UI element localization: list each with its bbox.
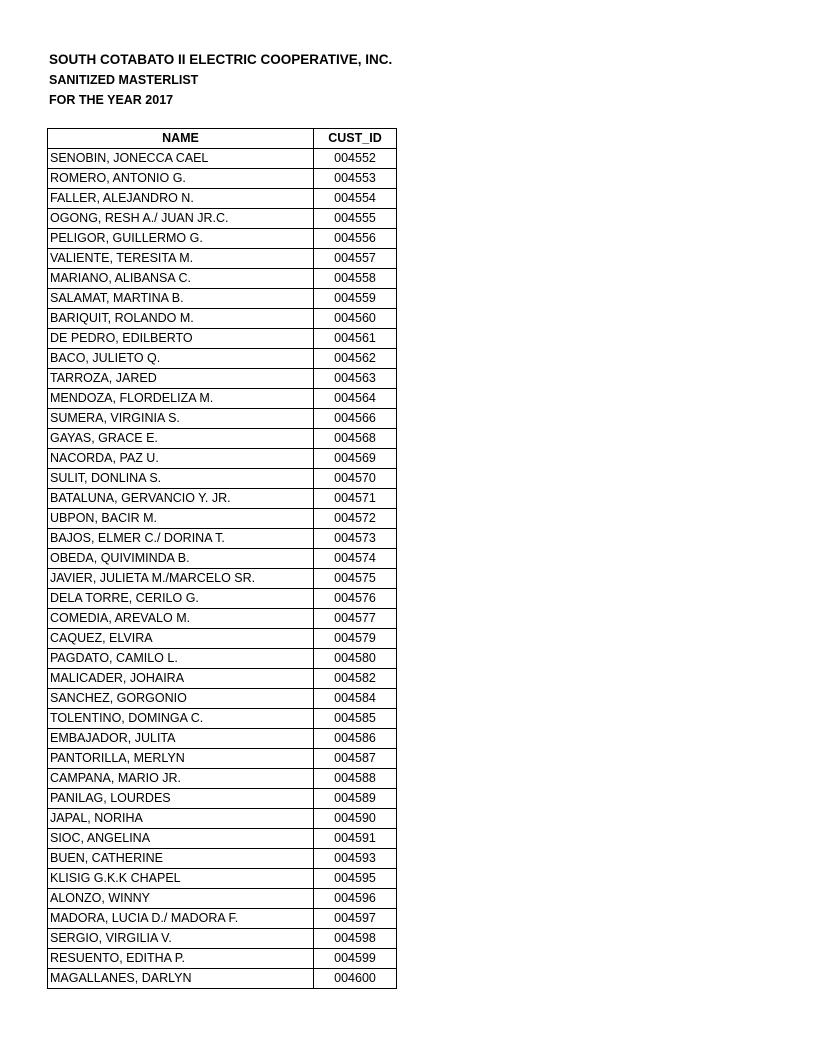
- customer-id-cell: 004575: [314, 569, 397, 589]
- customer-id-cell: 004559: [314, 289, 397, 309]
- customer-id-cell: 004586: [314, 729, 397, 749]
- customer-name-cell: SULIT, DONLINA S.: [48, 469, 314, 489]
- customer-id-cell: 004576: [314, 589, 397, 609]
- customer-name-cell: MALICADER, JOHAIRA: [48, 669, 314, 689]
- table-row: [48, 189, 397, 209]
- customer-name-cell: MENDOZA, FLORDELIZA M.: [48, 389, 314, 409]
- table-row: [48, 449, 397, 469]
- table-row: [48, 789, 397, 809]
- customer-name-cell: VALIENTE, TERESITA M.: [48, 249, 314, 269]
- customer-id-cell: 004566: [314, 409, 397, 429]
- customer-id-cell: 004600: [314, 969, 397, 989]
- customer-id-cell: 004579: [314, 629, 397, 649]
- customer-id-cell: 004574: [314, 549, 397, 569]
- table-row: [48, 849, 397, 869]
- table-row: [48, 409, 397, 429]
- customer-id-cell: 004589: [314, 789, 397, 809]
- customer-id-cell: 004554: [314, 189, 397, 209]
- table-row: [48, 769, 397, 789]
- table-row: [48, 649, 397, 669]
- customer-id-cell: 004598: [314, 929, 397, 949]
- customer-id-cell: 004571: [314, 489, 397, 509]
- customer-id-cell: 004588: [314, 769, 397, 789]
- customer-name-cell: GAYAS, GRACE E.: [48, 429, 314, 449]
- table-row: [48, 429, 397, 449]
- customer-name-cell: SERGIO, VIRGILIA V.: [48, 929, 314, 949]
- table-row: [48, 569, 397, 589]
- table-row: [48, 689, 397, 709]
- table-row: [48, 529, 397, 549]
- customer-id-cell: 004573: [314, 529, 397, 549]
- table-row: [48, 829, 397, 849]
- table-row: [48, 269, 397, 289]
- table-row: [48, 909, 397, 929]
- table-row: [48, 869, 397, 889]
- cooperative-name: SOUTH COTABATO II ELECTRIC COOPERATIVE, INC.: [49, 52, 393, 67]
- customer-name-cell: BAJOS, ELMER C./ DORINA T.: [48, 529, 314, 549]
- customer-id-cell: 004562: [314, 349, 397, 369]
- table-row: [48, 969, 397, 989]
- table-row: [48, 549, 397, 569]
- customer-id-cell: 004572: [314, 509, 397, 529]
- customer-id-cell: 004557: [314, 249, 397, 269]
- customer-id-cell: 004597: [314, 909, 397, 929]
- table-row: [48, 589, 397, 609]
- customer-id-cell: 004569: [314, 449, 397, 469]
- table-body: [48, 149, 397, 989]
- customer-name-cell: JAVIER, JULIETA M./MARCELO SR.: [48, 569, 314, 589]
- customer-name-cell: RESUENTO, EDITHA P.: [48, 949, 314, 969]
- table-row: [48, 209, 397, 229]
- customer-name-cell: NACORDA, PAZ U.: [48, 449, 314, 469]
- customer-name-cell: COMEDIA, AREVALO M.: [48, 609, 314, 629]
- table-row: [48, 349, 397, 369]
- customer-id-cell: 004595: [314, 869, 397, 889]
- customer-name-cell: PAGDATO, CAMILO L.: [48, 649, 314, 669]
- customer-name-cell: SUMERA, VIRGINIA S.: [48, 409, 314, 429]
- customer-name-cell: SANCHEZ, GORGONIO: [48, 689, 314, 709]
- document-subtitle: SANITIZED MASTERLIST: [49, 73, 199, 87]
- table-row: [48, 929, 397, 949]
- customer-name-cell: TOLENTINO, DOMINGA C.: [48, 709, 314, 729]
- column-header-cust-id: CUST_ID: [314, 129, 397, 149]
- customer-id-cell: 004564: [314, 389, 397, 409]
- customer-name-cell: KLISIG G.K.K CHAPEL: [48, 869, 314, 889]
- table-row: [48, 669, 397, 689]
- customer-id-cell: 004570: [314, 469, 397, 489]
- table-row: [48, 629, 397, 649]
- customer-name-cell: BACO, JULIETO Q.: [48, 349, 314, 369]
- customer-id-cell: 004568: [314, 429, 397, 449]
- customer-id-cell: 004590: [314, 809, 397, 829]
- customer-name-cell: CAQUEZ, ELVIRA: [48, 629, 314, 649]
- customer-name-cell: MARIANO, ALIBANSA C.: [48, 269, 314, 289]
- customer-id-cell: 004582: [314, 669, 397, 689]
- customer-name-cell: CAMPANA, MARIO JR.: [48, 769, 314, 789]
- table-row: [48, 289, 397, 309]
- table-row: [48, 169, 397, 189]
- table-row: [48, 509, 397, 529]
- table-row: [48, 729, 397, 749]
- customer-name-cell: OBEDA, QUIVIMINDA B.: [48, 549, 314, 569]
- customer-name-cell: DE PEDRO, EDILBERTO: [48, 329, 314, 349]
- customer-name-cell: ALONZO, WINNY: [48, 889, 314, 909]
- customer-name-cell: BARIQUIT, ROLANDO M.: [48, 309, 314, 329]
- customer-id-cell: 004593: [314, 849, 397, 869]
- table-row: [48, 489, 397, 509]
- customer-name-cell: ROMERO, ANTONIO G.: [48, 169, 314, 189]
- customer-id-cell: 004596: [314, 889, 397, 909]
- table-row: [48, 149, 397, 169]
- document-year: FOR THE YEAR 2017: [49, 93, 174, 107]
- customer-name-cell: EMBAJADOR, JULITA: [48, 729, 314, 749]
- table-row: [48, 309, 397, 329]
- customer-id-cell: 004553: [314, 169, 397, 189]
- table-header-row: [48, 129, 397, 149]
- customer-name-cell: TARROZA, JARED: [48, 369, 314, 389]
- customer-id-cell: 004587: [314, 749, 397, 769]
- customer-name-cell: DELA TORRE, CERILO G.: [48, 589, 314, 609]
- customer-id-cell: 004561: [314, 329, 397, 349]
- customer-name-cell: SALAMAT, MARTINA B.: [48, 289, 314, 309]
- table-row: [48, 329, 397, 349]
- document-header: [49, 50, 392, 110]
- customer-name-cell: PANILAG, LOURDES: [48, 789, 314, 809]
- customer-id-cell: 004585: [314, 709, 397, 729]
- table-row: [48, 389, 397, 409]
- customer-name-cell: MAGALLANES, DARLYN: [48, 969, 314, 989]
- customer-id-cell: 004560: [314, 309, 397, 329]
- table-row: [48, 229, 397, 249]
- customer-name-cell: PELIGOR, GUILLERMO G.: [48, 229, 314, 249]
- customer-name-cell: UBPON, BACIR M.: [48, 509, 314, 529]
- table-row: [48, 369, 397, 389]
- customer-name-cell: SENOBIN, JONECCA CAEL: [48, 149, 314, 169]
- customer-name-cell: OGONG, RESH A./ JUAN JR.C.: [48, 209, 314, 229]
- customer-id-cell: 004563: [314, 369, 397, 389]
- table-row: [48, 949, 397, 969]
- customer-id-cell: 004555: [314, 209, 397, 229]
- column-header-name: NAME: [48, 129, 314, 149]
- customer-id-cell: 004556: [314, 229, 397, 249]
- customer-id-cell: 004599: [314, 949, 397, 969]
- customer-name-cell: PANTORILLA, MERLYN: [48, 749, 314, 769]
- customer-name-cell: FALLER, ALEJANDRO N.: [48, 189, 314, 209]
- customer-name-cell: JAPAL, NORIHA: [48, 809, 314, 829]
- customer-id-cell: 004577: [314, 609, 397, 629]
- table-row: [48, 609, 397, 629]
- table-row: [48, 709, 397, 729]
- customer-id-cell: 004558: [314, 269, 397, 289]
- masterlist-table: [47, 128, 397, 989]
- table-row: [48, 249, 397, 269]
- customer-id-cell: 004584: [314, 689, 397, 709]
- customer-id-cell: 004580: [314, 649, 397, 669]
- customer-name-cell: SIOC, ANGELINA: [48, 829, 314, 849]
- table-row: [48, 809, 397, 829]
- customer-name-cell: MADORA, LUCIA D./ MADORA F.: [48, 909, 314, 929]
- table-row: [48, 749, 397, 769]
- customer-name-cell: BUEN, CATHERINE: [48, 849, 314, 869]
- customer-id-cell: 004591: [314, 829, 397, 849]
- customer-id-cell: 004552: [314, 149, 397, 169]
- table-row: [48, 889, 397, 909]
- customer-name-cell: BATALUNA, GERVANCIO Y. JR.: [48, 489, 314, 509]
- table-row: [48, 469, 397, 489]
